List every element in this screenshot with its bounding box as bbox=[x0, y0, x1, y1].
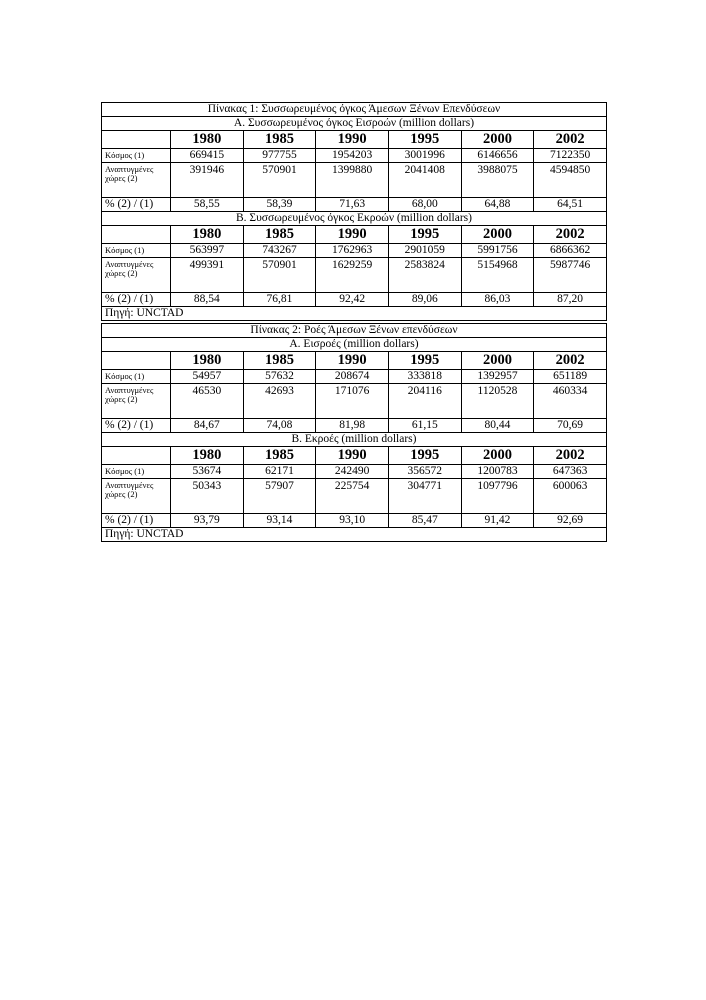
table-row-percentage bbox=[102, 419, 607, 433]
year-header-blank bbox=[102, 447, 171, 465]
data-cell: 91,42 bbox=[461, 514, 534, 528]
data-cell: 391946 bbox=[171, 163, 244, 198]
data-cell: 6146656 bbox=[461, 149, 534, 163]
data-cell: 3001996 bbox=[388, 149, 461, 163]
table-row-world bbox=[102, 244, 607, 258]
row-label: % (2) / (1) bbox=[102, 514, 171, 528]
source-row bbox=[102, 307, 607, 321]
data-cell: 3988075 bbox=[461, 163, 534, 198]
data-cell: 743267 bbox=[243, 244, 316, 258]
data-cell: 70,69 bbox=[534, 419, 607, 433]
data-cell: 74,08 bbox=[243, 419, 316, 433]
year-header: 2002 bbox=[534, 352, 607, 370]
year-header-row bbox=[102, 131, 607, 149]
data-cell: 5154968 bbox=[461, 258, 534, 293]
data-cell: 42693 bbox=[243, 384, 316, 419]
data-cell: 64,51 bbox=[534, 198, 607, 212]
data-cell: 2041408 bbox=[388, 163, 461, 198]
year-header: 1990 bbox=[316, 131, 389, 149]
table-title: Πίνακας 2: Ροές Άμεσων Ξένων επενδύσεων bbox=[102, 324, 607, 338]
data-cell: 225754 bbox=[316, 479, 389, 514]
data-cell: 62171 bbox=[243, 465, 316, 479]
data-cell: 499391 bbox=[171, 258, 244, 293]
data-cell: 4594850 bbox=[534, 163, 607, 198]
data-cell: 50343 bbox=[171, 479, 244, 514]
data-cell: 88,54 bbox=[171, 293, 244, 307]
data-cell: 84,67 bbox=[171, 419, 244, 433]
section-heading-row bbox=[102, 338, 607, 352]
year-header: 1980 bbox=[171, 226, 244, 244]
year-header: 1990 bbox=[316, 352, 389, 370]
data-cell: 58,39 bbox=[243, 198, 316, 212]
row-label: Κόσμος (1) bbox=[102, 465, 171, 479]
data-cell: 600063 bbox=[534, 479, 607, 514]
data-cell: 460334 bbox=[534, 384, 607, 419]
data-cell: 85,47 bbox=[388, 514, 461, 528]
data-cell: 53674 bbox=[171, 465, 244, 479]
year-header: 2000 bbox=[461, 226, 534, 244]
source-note: Πηγή: UNCTAD bbox=[102, 307, 607, 321]
data-cell: 304771 bbox=[388, 479, 461, 514]
data-cell: 7122350 bbox=[534, 149, 607, 163]
section-heading: Β. Εκροές (million dollars) bbox=[102, 433, 607, 447]
data-cell: 54957 bbox=[171, 370, 244, 384]
table-row-developed bbox=[102, 479, 607, 514]
year-header: 1985 bbox=[243, 226, 316, 244]
year-header: 1985 bbox=[243, 352, 316, 370]
data-cell: 93,14 bbox=[243, 514, 316, 528]
row-label: Κόσμος (1) bbox=[102, 244, 171, 258]
source-note: Πηγή: UNCTAD bbox=[102, 528, 607, 542]
table-2-body bbox=[102, 324, 607, 542]
section-heading: Β. Συσσωρευμένος όγκος Εκροών (million dollars) bbox=[102, 212, 607, 226]
year-header: 1980 bbox=[171, 131, 244, 149]
table-row-developed bbox=[102, 258, 607, 293]
data-cell: 333818 bbox=[388, 370, 461, 384]
data-cell: 64,88 bbox=[461, 198, 534, 212]
section-heading: Α. Συσσωρευμένος όγκος Εισροών (million dollars) bbox=[102, 117, 607, 131]
data-cell: 6866362 bbox=[534, 244, 607, 258]
year-header: 1995 bbox=[388, 131, 461, 149]
section-heading-row bbox=[102, 117, 607, 131]
data-cell: 570901 bbox=[243, 258, 316, 293]
table-row-developed bbox=[102, 384, 607, 419]
data-cell: 1120528 bbox=[461, 384, 534, 419]
year-header: 2002 bbox=[534, 226, 607, 244]
table-row-world bbox=[102, 149, 607, 163]
table-1 bbox=[101, 102, 607, 321]
data-cell: 1762963 bbox=[316, 244, 389, 258]
data-cell: 76,81 bbox=[243, 293, 316, 307]
year-header: 2000 bbox=[461, 447, 534, 465]
data-cell: 204116 bbox=[388, 384, 461, 419]
row-label: Αναπτυγμένες χώρες (2) bbox=[102, 479, 171, 514]
data-cell: 71,63 bbox=[316, 198, 389, 212]
section-heading-row bbox=[102, 212, 607, 226]
year-header: 2000 bbox=[461, 352, 534, 370]
data-cell: 57907 bbox=[243, 479, 316, 514]
data-cell: 57632 bbox=[243, 370, 316, 384]
data-cell: 89,06 bbox=[388, 293, 461, 307]
row-label: Αναπτυγμένες χώρες (2) bbox=[102, 384, 171, 419]
table-row-world bbox=[102, 465, 607, 479]
year-header: 1980 bbox=[171, 352, 244, 370]
year-header: 1995 bbox=[388, 226, 461, 244]
year-header: 1995 bbox=[388, 352, 461, 370]
table-row-percentage bbox=[102, 293, 607, 307]
data-cell: 81,98 bbox=[316, 419, 389, 433]
year-header: 2000 bbox=[461, 131, 534, 149]
year-header-row bbox=[102, 447, 607, 465]
year-header: 2002 bbox=[534, 131, 607, 149]
data-cell: 2583824 bbox=[388, 258, 461, 293]
year-header-blank bbox=[102, 352, 171, 370]
table-title-row bbox=[102, 103, 607, 117]
table-title: Πίνακας 1: Συσσωρευμένος όγκος Άμεσων Ξένων Επενδύσεων bbox=[102, 103, 607, 117]
year-header: 1990 bbox=[316, 226, 389, 244]
year-header-row bbox=[102, 226, 607, 244]
data-cell: 208674 bbox=[316, 370, 389, 384]
data-cell: 977755 bbox=[243, 149, 316, 163]
table-row-developed bbox=[102, 163, 607, 198]
year-header: 1985 bbox=[243, 447, 316, 465]
row-label: % (2) / (1) bbox=[102, 419, 171, 433]
data-cell: 46530 bbox=[171, 384, 244, 419]
row-label: % (2) / (1) bbox=[102, 293, 171, 307]
section-heading: Α. Εισροές (million dollars) bbox=[102, 338, 607, 352]
data-cell: 1097796 bbox=[461, 479, 534, 514]
data-cell: 669415 bbox=[171, 149, 244, 163]
data-cell: 87,20 bbox=[534, 293, 607, 307]
data-cell: 570901 bbox=[243, 163, 316, 198]
year-header: 1980 bbox=[171, 447, 244, 465]
data-cell: 651189 bbox=[534, 370, 607, 384]
row-label: % (2) / (1) bbox=[102, 198, 171, 212]
data-cell: 1954203 bbox=[316, 149, 389, 163]
data-cell: 68,00 bbox=[388, 198, 461, 212]
row-label: Αναπτυγμένες χώρες (2) bbox=[102, 258, 171, 293]
data-cell: 86,03 bbox=[461, 293, 534, 307]
year-header: 1985 bbox=[243, 131, 316, 149]
data-cell: 171076 bbox=[316, 384, 389, 419]
table-row-percentage bbox=[102, 514, 607, 528]
data-cell: 563997 bbox=[171, 244, 244, 258]
data-cell: 2901059 bbox=[388, 244, 461, 258]
table-row-world bbox=[102, 370, 607, 384]
year-header-blank bbox=[102, 131, 171, 149]
year-header-blank bbox=[102, 226, 171, 244]
data-cell: 80,44 bbox=[461, 419, 534, 433]
data-cell: 5987746 bbox=[534, 258, 607, 293]
table-title-row bbox=[102, 324, 607, 338]
section-heading-row bbox=[102, 433, 607, 447]
data-cell: 61,15 bbox=[388, 419, 461, 433]
data-cell: 242490 bbox=[316, 465, 389, 479]
data-cell: 356572 bbox=[388, 465, 461, 479]
data-cell: 58,55 bbox=[171, 198, 244, 212]
row-label: Αναπτυγμένες χώρες (2) bbox=[102, 163, 171, 198]
year-header: 2002 bbox=[534, 447, 607, 465]
data-cell: 647363 bbox=[534, 465, 607, 479]
year-header: 1995 bbox=[388, 447, 461, 465]
row-label: Κόσμος (1) bbox=[102, 370, 171, 384]
data-cell: 1629259 bbox=[316, 258, 389, 293]
data-cell: 5991756 bbox=[461, 244, 534, 258]
data-cell: 93,10 bbox=[316, 514, 389, 528]
source-row bbox=[102, 528, 607, 542]
table-2 bbox=[101, 323, 607, 542]
data-cell: 92,42 bbox=[316, 293, 389, 307]
data-cell: 1392957 bbox=[461, 370, 534, 384]
data-cell: 1399880 bbox=[316, 163, 389, 198]
year-header-row bbox=[102, 352, 607, 370]
data-cell: 92,69 bbox=[534, 514, 607, 528]
data-cell: 93,79 bbox=[171, 514, 244, 528]
table-row-percentage bbox=[102, 198, 607, 212]
row-label: Κόσμος (1) bbox=[102, 149, 171, 163]
data-cell: 1200783 bbox=[461, 465, 534, 479]
year-header: 1990 bbox=[316, 447, 389, 465]
table-1-body bbox=[102, 103, 607, 321]
